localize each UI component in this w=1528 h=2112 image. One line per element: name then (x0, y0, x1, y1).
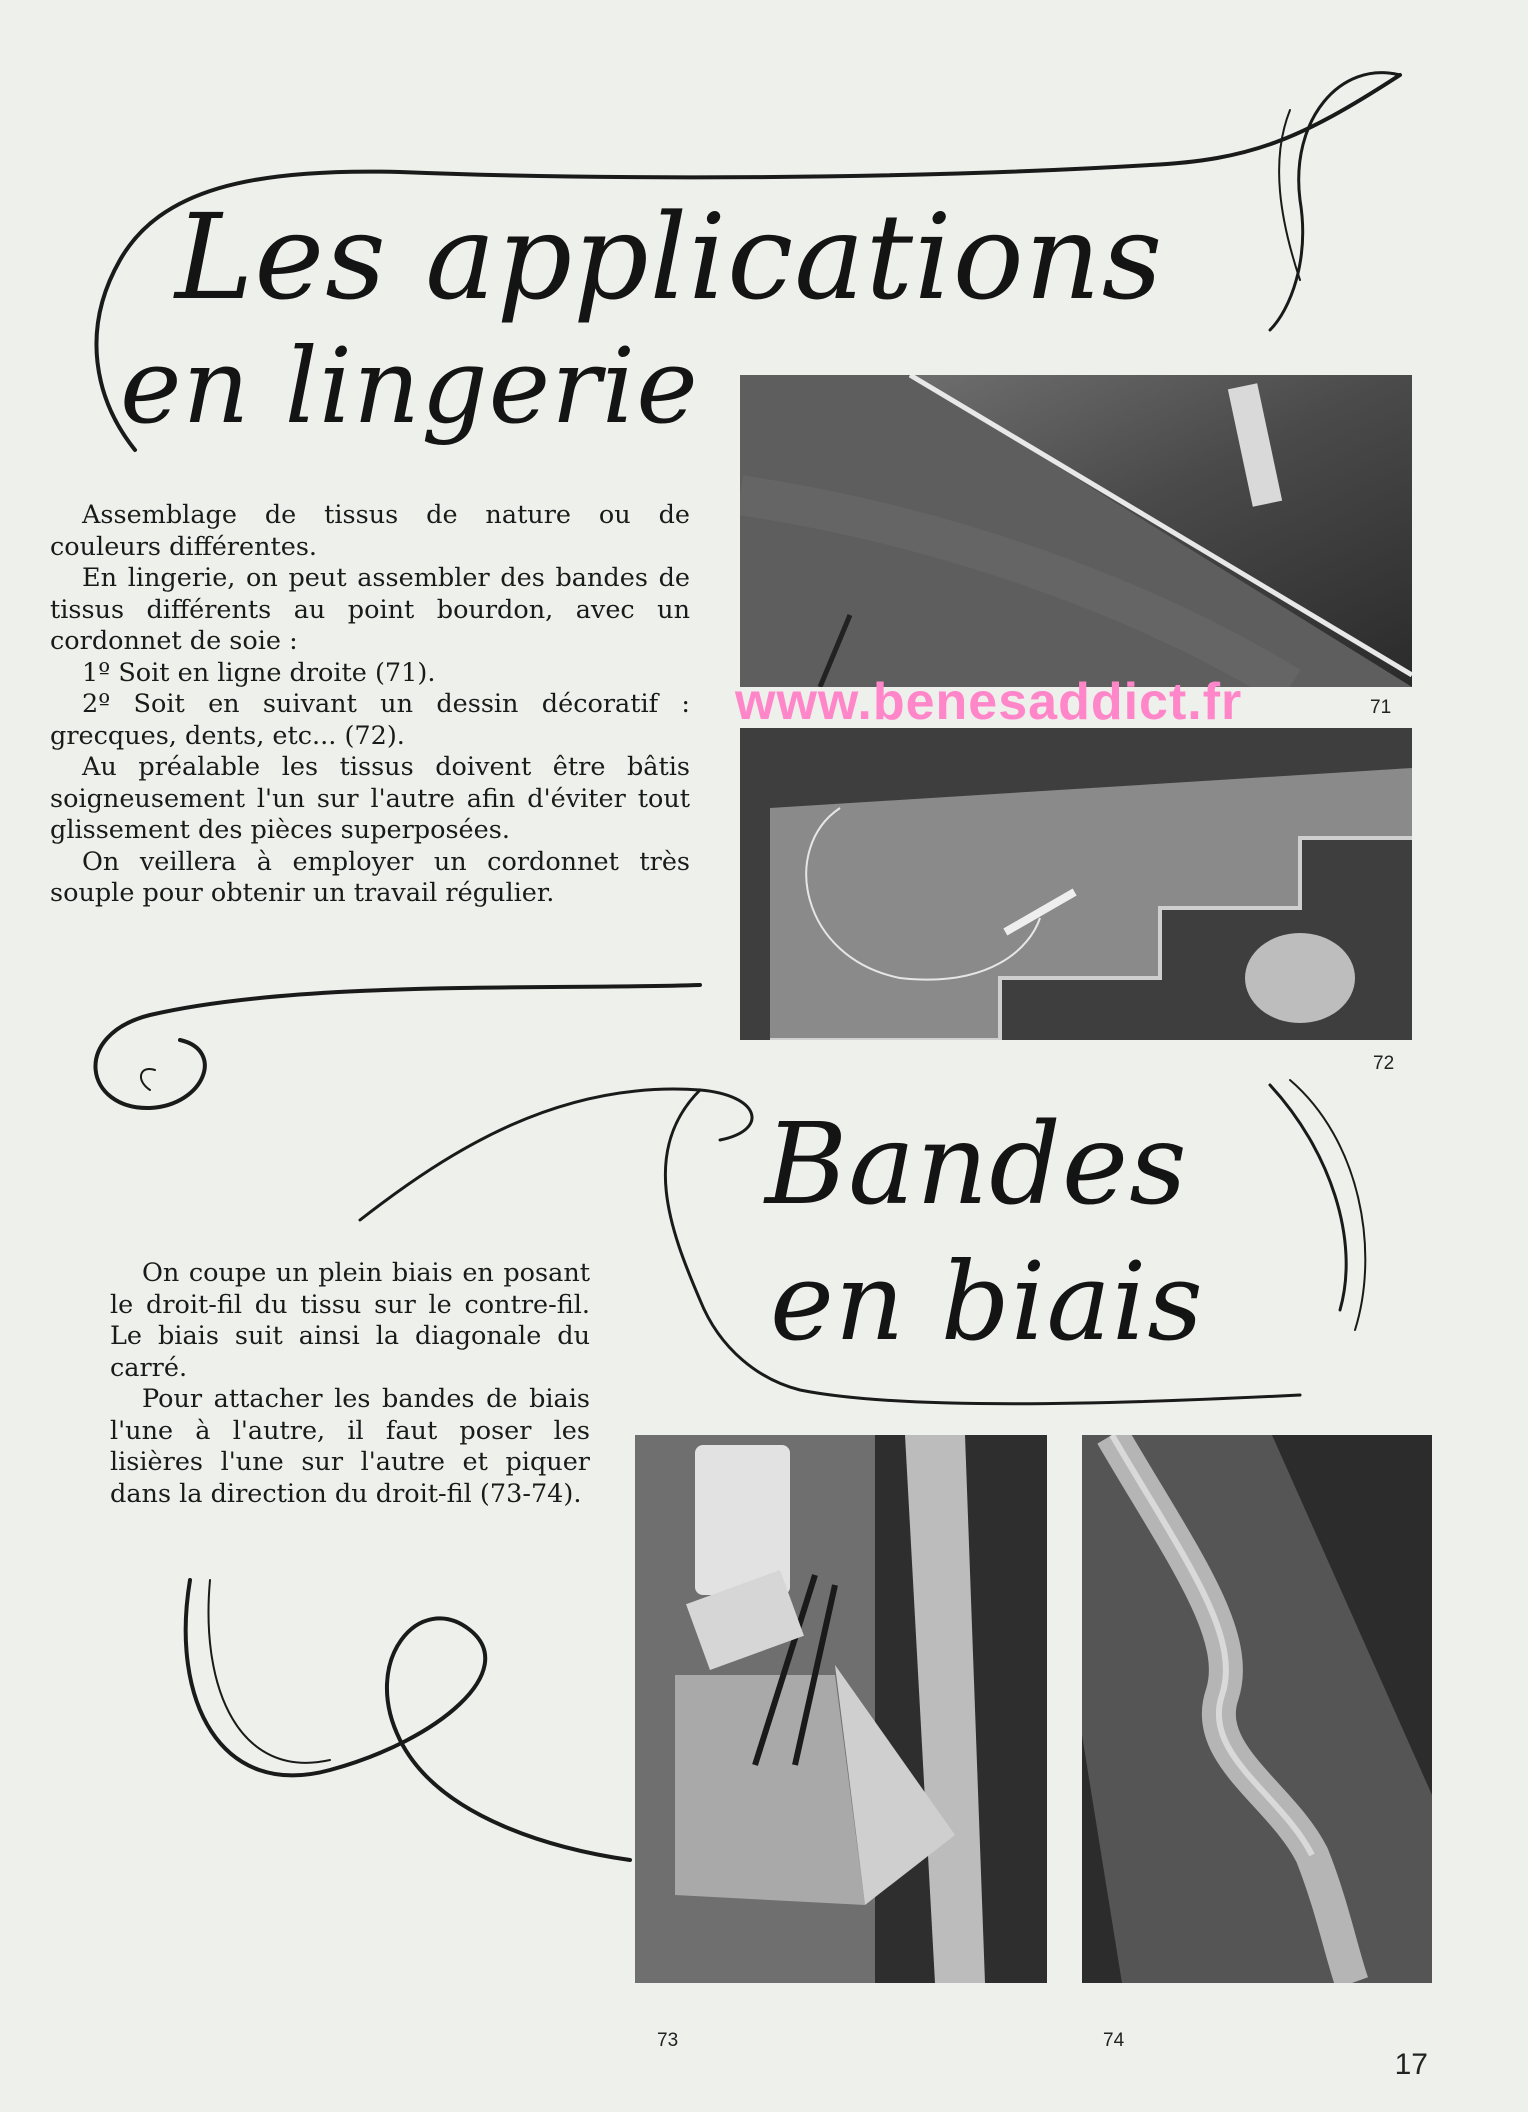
photo-73-bias-strip-cutting (635, 1435, 1047, 1983)
page-number: 17 (1394, 2048, 1428, 2081)
section1-title-line2: en lingerie (120, 325, 699, 447)
section2-title-line2: en biais (770, 1240, 1204, 1365)
photo-71-straight-seam (740, 375, 1412, 687)
section1-paragraph: 2º Soit en suivant un dessin décoratif : grecques, dents, etc... (72). (50, 689, 690, 751)
section1-title-line1: Les applications (175, 188, 1164, 326)
section1-paragraph: En lingerie, on peut assembler des bandes de tissus différents au point bourdon, avec un cordonnet de soie : (50, 563, 690, 656)
section2-title-line1: Bandes (765, 1100, 1188, 1230)
section1-paragraph: Assemblage de tissus de nature ou de couleurs différentes. (50, 500, 690, 562)
photo-74-joined-bias-strips (1082, 1435, 1432, 1983)
section2-paragraph: Pour attacher les bandes de biais l'une à l'autre, il faut poser les lisières l'une sur l'autre et piquer dans la direction du droit-fil (73-74). (110, 1384, 590, 1509)
figure-number-71: 71 (1370, 697, 1392, 718)
section1-paragraph: Au préalable les tissus doivent être bâtis soigneusement l'un sur l'autre afin d'éviter tout glissement des pièces superposées. (50, 752, 690, 845)
section1-paragraph: 1º Soit en ligne droite (71). (82, 657, 436, 688)
watermark: www.benesaddict.fr (735, 673, 1243, 731)
section1-paragraph: On veillera à employer un cordonnet très souple pour obtenir un travail régulier. (50, 846, 690, 908)
figure-number-74: 74 (1103, 2030, 1125, 2051)
section2-paragraph: On coupe un plein biais en posant le droit-fil du tissu sur le contre-fil. Le biais suit ainsi la diagonale du carré. (110, 1258, 590, 1383)
figure-number-72: 72 (1373, 1053, 1395, 1074)
photo-72-decorative-seam (740, 728, 1412, 1040)
section1-body (50, 500, 690, 910)
figure-number-73: 73 (657, 2030, 679, 2051)
section2-body (110, 1258, 590, 1510)
